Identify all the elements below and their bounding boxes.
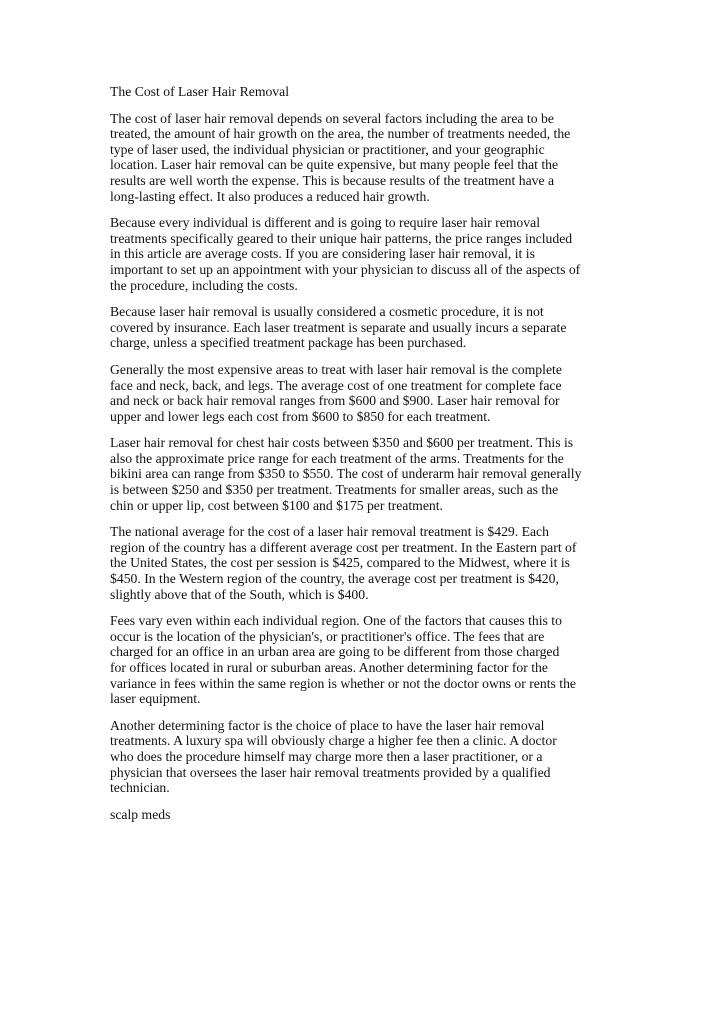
paragraph-line: laser equipment. — [110, 691, 201, 707]
paragraph-line: location. Laser hair removal can be quite expensive, but many people feel that the — [110, 157, 559, 173]
paragraph-line: for offices located in rural or suburban areas. Another determining factor for the — [110, 660, 548, 675]
paragraph-line: The national average for the cost of a laser hair removal treatment is $429. Each — [110, 524, 549, 540]
paragraph-container — [110, 111, 630, 796]
paragraph-line: in this article are average costs. If you are considering laser hair removal, it is — [110, 246, 535, 262]
paragraph — [110, 362, 630, 424]
paragraph-line: and neck or back hair removal ranges from $600 and $900. Laser hair removal for — [110, 393, 560, 409]
paragraph — [110, 613, 630, 707]
paragraph — [110, 718, 630, 796]
paragraph-line: slightly above that of the South, which is $400. — [110, 586, 369, 602]
paragraph-line: chin or upper lip, cost between $100 and $175 per treatment. — [110, 497, 443, 513]
paragraph-line: results are well worth the expense. This is because results of the treatment have a — [110, 172, 555, 188]
paragraph-line: Because laser hair removal is usually considered a cosmetic procedure, it is not — [110, 304, 544, 320]
paragraph — [110, 435, 630, 513]
paragraph-line: $450. In the Western region of the country, the average cost per treatment is $420, — [110, 571, 559, 587]
paragraph-line: treatments specifically geared to their unique hair patterns, the price ranges included — [110, 230, 573, 246]
paragraph-line: treated, the amount of hair growth on the area, the number of treatments needed, the — [110, 126, 571, 142]
paragraph-line: Fees vary even within each individual region. One of the factors that causes this to — [110, 613, 562, 629]
paragraph-line: treatments. A luxury spa will obviously charge a higher fee then a clinic. A doctor — [110, 733, 557, 749]
paragraph — [110, 524, 630, 602]
document-body — [110, 84, 630, 822]
paragraph-line: technician. — [110, 780, 170, 796]
document-title: The Cost of Laser Hair Removal — [110, 84, 290, 99]
paragraph-line: region of the country has a different average cost per treatment. In the Eastern part of — [110, 539, 577, 555]
paragraph-line: charged for an office in an urban area are going to be different from those charged — [110, 644, 560, 660]
paragraph-line: occur is the location of the physician's, or practitioner's office. The fees that are — [110, 628, 545, 644]
paragraph-line: type of laser used, the individual physician or practitioner, and your geographic — [110, 141, 545, 157]
paragraph-line: also the approximate price range for each treatment of the arms. Treatments for the — [110, 450, 564, 466]
paragraph-line: charge, unless a specified treatment package has been purchased. — [110, 335, 467, 351]
paragraph-line: physician that oversees the laser hair removal treatments provided by a qualified — [110, 764, 551, 780]
paragraph-line: long-lasting effect. It also produces a reduced hair growth. — [110, 188, 430, 204]
paragraph-line: Because every individual is different and is going to require laser hair removal — [110, 215, 540, 231]
paragraph-line: upper and lower legs each cost from $600 to $850 for each treatment. — [110, 408, 491, 424]
paragraph-line: Generally the most expensive areas to treat with laser hair removal is the complete — [110, 361, 562, 377]
paragraph-line: bikini area can range from $350 to $550. The cost of underarm hair removal generally — [110, 466, 582, 482]
paragraph-line: variance in fees within the same region is whether or not the doctor owns or rents the — [110, 675, 576, 691]
paragraph — [110, 215, 630, 293]
paragraph-line: the procedure, including the costs. — [110, 277, 298, 293]
paragraph-line: who does the procedure himself may charge more then a laser practitioner, or a — [110, 748, 543, 764]
footer-text: scalp meds — [110, 806, 171, 822]
paragraph-line: covered by insurance. Each laser treatment is separate and usually incurs a separate — [110, 319, 567, 335]
paragraph-line: important to set up an appointment with your physician to discuss all of the aspects of — [110, 261, 581, 277]
paragraph-line: Laser hair removal for chest hair costs between $350 and $600 per treatment. This is — [110, 435, 574, 451]
paragraph — [110, 304, 630, 351]
paragraph-line: the United States, the cost per session is $425, compared to the Midwest, where it is — [110, 555, 570, 571]
paragraph-line: Another determining factor is the choice of place to have the laser hair removal — [110, 717, 545, 733]
paragraph-line: The cost of laser hair removal depends on several factors including the area to be — [110, 110, 554, 126]
paragraph-line: is between $250 and $350 per treatment. Treatments for smaller areas, such as the — [110, 482, 559, 498]
paragraph — [110, 111, 630, 205]
paragraph-line: face and neck, back, and legs. The average cost of one treatment for complete face — [110, 377, 562, 393]
